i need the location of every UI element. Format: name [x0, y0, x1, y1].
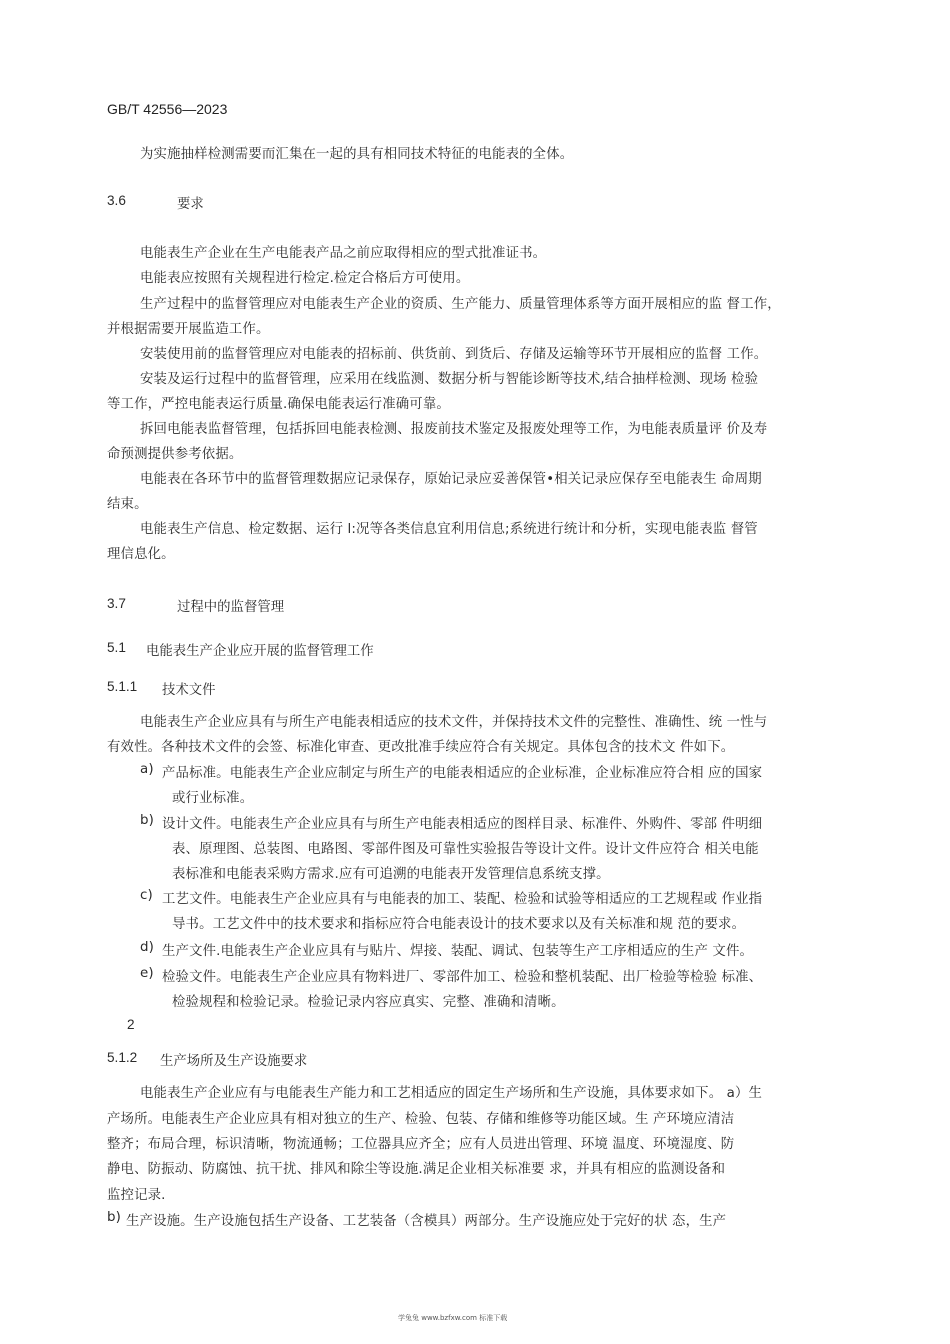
paragraph-line: 生产过程中的监督管理应对电能表生产企业的资质、生产能力、质量管理体系等方面开展相应的监 督工作， — [140, 297, 781, 312]
paragraph-line: 有效性。各种技术文件的会签、标准化审查、更改批准手续应符合有关规定。具体包含的技术文 件如下。 — [107, 740, 735, 755]
paragraph-line: 安装及运行过程中的监督管理，应采用在线监测、数据分析与智能诊断等技术,结合抽样检测、现场 检验 — [140, 372, 759, 387]
list-item-label: e) — [140, 966, 154, 981]
paragraph-line: 产场所。电能表生产企业应具有相对独立的生产、检验、包装、存储和维修等功能区域。生 产环境应清洁 — [107, 1112, 735, 1127]
section-3-7-title: 过程中的监督管理 — [177, 600, 285, 615]
paragraph-line: 命预测提供参考依据。 — [107, 447, 243, 462]
paragraph-line: 理信息化。 — [107, 547, 175, 562]
list-item-line: 表标准和电能表采购方需求.应有可追溯的电能表开发管理信息系统支撑。 — [172, 867, 610, 882]
paragraph-line: 电能表应按照有关规程进行检定.检定合格后方可使用。 — [140, 271, 470, 286]
paragraph-line: 结束。 — [107, 497, 148, 512]
paragraph-line: 电能表生产企业应具有与所生产电能表相适应的技术文件，并保持技术文件的完整性、准确性、统 一性与 — [140, 715, 768, 730]
standard-number: GB/T 42556—2023 — [107, 101, 228, 117]
list-item-label: a) — [140, 762, 154, 777]
list-item-line: 生产设施。生产设施包括生产设备、工艺装备（含模具）两部分。生产设施应处于完好的状 态，生产 — [126, 1214, 727, 1229]
intro-paragraph: 为实施抽样检测需要而汇集在一起的具有相同技术特征的电能表的全体。 — [140, 147, 574, 162]
section-5-1-number: 5.1 — [107, 640, 126, 655]
paragraph-line: 电能表生产企业在生产电能表产品之前应取得相应的型式批准证书。 — [140, 246, 547, 261]
section-5-1-1-title: 技术文件 — [162, 683, 216, 698]
paragraph-line: 监控记录. — [107, 1188, 166, 1203]
list-item-label: b) — [107, 1210, 122, 1225]
footer-watermark: 学兔兔 www.bzfxw.com 标准下载 — [398, 1314, 508, 1322]
list-item-line: 检验规程和检验记录。检验记录内容应真实、完整、准确和清晰。 — [172, 995, 565, 1010]
list-item-line: 设计文件。电能表生产企业应具有与所生产电能表相适应的图样目录、标准件、外购件、零部 件明细 — [162, 817, 763, 832]
section-5-1-1-number: 5.1.1 — [107, 679, 138, 694]
paragraph-line: 静电、防振动、防腐蚀、抗干扰、排风和除尘等设施.满足企业相关标准要 求，并具有相应的监测设备和 — [107, 1162, 726, 1177]
section-5-1-2-title: 生产场所及生产设施要求 — [160, 1054, 308, 1069]
list-item-label: c) — [140, 888, 153, 903]
list-item-line: 导书。工艺文件中的技术要求和指标应符合电能表设计的技术要求以及有关标准和规 范的要求。 — [172, 917, 746, 932]
section-3-7-number: 3.7 — [107, 596, 126, 611]
section-3-6-number: 3.6 — [107, 193, 126, 208]
paragraph-line: 安装使用前的监督管理应对电能表的招标前、供货前、到货后、存储及运输等环节开展相应的监督 工作。 — [140, 347, 768, 362]
section-5-1-title: 电能表生产企业应开展的监督管理工作 — [146, 644, 374, 659]
list-item-line: 表、原理图、总装图、电路图、零部件图及可靠性实验报告等设计文件。设计文件应符合 相关电能 — [172, 842, 759, 857]
page-number: 2 — [127, 1017, 135, 1032]
section-3-6-title: 要求 — [177, 197, 204, 212]
list-item-label: d) — [140, 940, 155, 955]
section-5-1-2-number: 5.1.2 — [107, 1050, 138, 1065]
paragraph-line: 整齐；布局合理，标识清晰，物流通畅；工位器具应齐全；应有人员进出管理、环境 温度、环境湿度、防 — [107, 1137, 735, 1152]
paragraph-line: 拆回电能表监督管理，包括拆回电能表检测、报废前技术鉴定及报废处理等工作，为电能表质量评 价及寿 — [140, 422, 768, 437]
list-item-line: 工艺文件。电能表生产企业应具有与电能表的加工、装配、检验和试验等相适应的工艺规程或 作业指 — [162, 892, 763, 907]
list-item-line: 或行业标准。 — [172, 791, 254, 806]
list-item-line: 生产文件.电能表生产企业应具有与贴片、焊接、装配、调试、包装等生产工序相适应的生产 文件。 — [162, 944, 754, 959]
paragraph-line: 电能表生产信息、检定数据、运行 l:况等各类信息宜利用信息;系统进行统计和分析，实现电能表监 督管 — [140, 522, 758, 537]
paragraph-line: 等工作，严控电能表运行质量.确保电能表运行准确可靠。 — [107, 397, 450, 412]
list-item-line: 产品标准。电能表生产企业应制定与所生产的电能表相适应的企业标准，企业标准应符合相 应的国家 — [162, 766, 763, 781]
paragraph-line: 电能表在各环节中的监督管理数据应记录保存，原始记录应妥善保管•相关记录应保存至电能表生 命周期 — [140, 472, 762, 487]
list-item-line: 检验文件。电能表生产企业应具有物料进厂、零部件加工、检验和整机装配、出厂检验等检验 标准、 — [162, 970, 763, 985]
list-item-label: b) — [140, 813, 155, 828]
paragraph-line: 并根据需要开展监造工作。 — [107, 322, 270, 337]
paragraph-line: 电能表生产企业应有与电能表生产能力和工艺相适应的固定生产场所和生产设施，具体要求如下。 a）生 — [140, 1086, 763, 1101]
